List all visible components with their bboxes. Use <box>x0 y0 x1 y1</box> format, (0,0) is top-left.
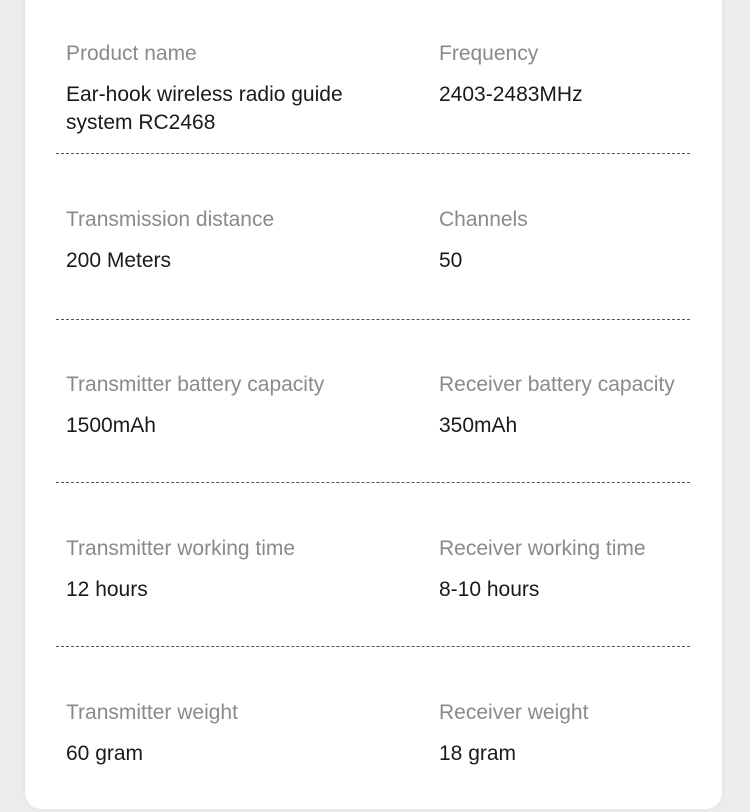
spec-cell-transmitter-battery <box>66 371 396 440</box>
spec-label: Transmission distance <box>66 208 275 231</box>
dashed-divider <box>56 482 690 483</box>
spec-value: 8-10 hours <box>439 578 540 601</box>
spec-label: Frequency <box>439 42 539 65</box>
spec-card <box>25 0 722 809</box>
spec-cell-receiver-working-time <box>439 535 699 604</box>
spec-label: Receiver working time <box>439 537 646 560</box>
spec-value: 50 <box>439 249 463 272</box>
spec-value: 60 gram <box>66 742 144 765</box>
spec-label: Transmitter weight <box>66 701 238 724</box>
spec-label: Product name <box>66 42 197 65</box>
spec-cell-transmission-distance <box>66 206 396 275</box>
spec-cell-transmitter-weight <box>66 699 396 768</box>
spec-cell-channels <box>439 206 699 275</box>
spec-label: Transmitter battery capacity <box>66 373 325 396</box>
spec-value: 1500mAh <box>66 414 156 437</box>
spec-value: 2403-2483MHz <box>439 83 583 106</box>
dashed-divider <box>56 153 690 154</box>
spec-value: 12 hours <box>66 578 148 601</box>
spec-label: Channels <box>439 208 528 231</box>
spec-label: Receiver battery capacity <box>439 373 675 396</box>
spec-label: Transmitter working time <box>66 537 296 560</box>
spec-value: 200 Meters <box>66 249 172 272</box>
spec-value: Ear-hook wireless radio guide system RC2468 <box>66 83 343 134</box>
spec-cell-frequency <box>439 40 699 109</box>
dashed-divider <box>56 646 690 647</box>
spec-value: 350mAh <box>439 414 518 437</box>
dashed-divider <box>56 319 690 320</box>
spec-cell-receiver-weight <box>439 699 699 768</box>
spec-label: Receiver weight <box>439 701 589 724</box>
spec-cell-product-name <box>66 40 396 137</box>
spec-cell-receiver-battery <box>439 371 699 440</box>
spec-value: 18 gram <box>439 742 517 765</box>
spec-cell-transmitter-working-time <box>66 535 396 604</box>
